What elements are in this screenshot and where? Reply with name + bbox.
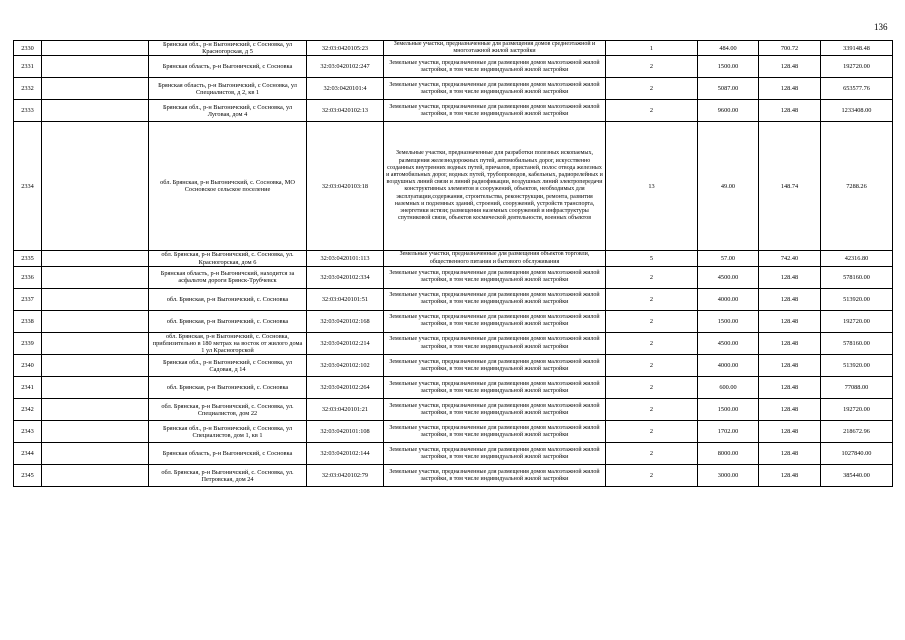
- table-row: [14, 465, 893, 487]
- empty-cell: [42, 100, 149, 122]
- kind-cell: Земельные участки, предназначенные для размещения домов малоэтажной жилой застройки, в том числе индивидуальной жилой застройки: [384, 355, 606, 377]
- count-cell: 2: [606, 78, 698, 100]
- cadastral-value-table: [13, 40, 893, 487]
- row-number: 2335: [14, 251, 42, 266]
- table-row: [14, 288, 893, 310]
- value-cell: 339148.48: [821, 41, 893, 56]
- count-cell: 1: [606, 41, 698, 56]
- value-cell: 1233408.00: [821, 100, 893, 122]
- rate-cell: 128.48: [759, 332, 821, 355]
- kind-cell: Земельные участки, предназначенные для размещения домов малоэтажной жилой застройки, в том числе индивидуальной жилой застройки: [384, 78, 606, 100]
- count-cell: 2: [606, 310, 698, 332]
- table-row: [14, 421, 893, 443]
- value-cell: 385440.00: [821, 465, 893, 487]
- rate-cell: 128.48: [759, 78, 821, 100]
- rate-cell: 128.48: [759, 56, 821, 78]
- value-cell: 513920.00: [821, 288, 893, 310]
- area-cell: 1500.00: [698, 56, 759, 78]
- address-cell: Брянская обл., р-н Выгоничский, с Сосновка, ул Специалистов, дом 1, кв 1: [149, 421, 307, 443]
- cadastral-cell: 32:03:0420102:247: [307, 56, 384, 78]
- empty-cell: [42, 443, 149, 465]
- kind-cell: Земельные участки, предназначенные для размещения объектов торговли, общественного питания и бытового обслуживания: [384, 251, 606, 266]
- kind-cell: Земельные участки, предназначенные для размещения домов малоэтажной жилой застройки, в том числе индивидуальной жилой застройки: [384, 421, 606, 443]
- row-number: 2333: [14, 100, 42, 122]
- table-row: [14, 399, 893, 421]
- rate-cell: 700.72: [759, 41, 821, 56]
- cadastral-cell: 32:03:0420103:18: [307, 122, 384, 251]
- area-cell: 4000.00: [698, 355, 759, 377]
- empty-cell: [42, 56, 149, 78]
- empty-cell: [42, 310, 149, 332]
- empty-cell: [42, 251, 149, 266]
- row-number: 2331: [14, 56, 42, 78]
- rate-cell: 128.48: [759, 100, 821, 122]
- cadastral-cell: 32:03:0420102:168: [307, 310, 384, 332]
- rate-cell: 128.48: [759, 421, 821, 443]
- table-row: [14, 41, 893, 56]
- row-number: 2341: [14, 377, 42, 399]
- row-number: 2332: [14, 78, 42, 100]
- address-cell: Брянская область, р-н Выгоничский, с Сосновка, ул Специалистов, д 2, кв 1: [149, 78, 307, 100]
- table-row: [14, 443, 893, 465]
- area-cell: 49.00: [698, 122, 759, 251]
- kind-cell: Земельные участки, предназначенные для размещения домов малоэтажной жилой застройки, в том числе индивидуальной жилой застройки: [384, 443, 606, 465]
- value-cell: 192720.00: [821, 399, 893, 421]
- empty-cell: [42, 122, 149, 251]
- value-cell: 653577.76: [821, 78, 893, 100]
- table-row: [14, 78, 893, 100]
- area-cell: 600.00: [698, 377, 759, 399]
- area-cell: 4000.00: [698, 288, 759, 310]
- count-cell: 2: [606, 355, 698, 377]
- rate-cell: 128.48: [759, 288, 821, 310]
- kind-cell: Земельные участки, предназначенные для размещения домов малоэтажной жилой застройки, в том числе индивидуальной жилой застройки: [384, 465, 606, 487]
- kind-cell: Земельные участки, предназначенные для размещения домов малоэтажной жилой застройки, в том числе индивидуальной жилой застройки: [384, 266, 606, 288]
- empty-cell: [42, 465, 149, 487]
- rate-cell: 128.48: [759, 266, 821, 288]
- cadastral-cell: 32:03:0420102:13: [307, 100, 384, 122]
- empty-cell: [42, 78, 149, 100]
- area-cell: 5087.00: [698, 78, 759, 100]
- table-row: [14, 56, 893, 78]
- row-number: 2330: [14, 41, 42, 56]
- cadastral-cell: 32:03:0420101:113: [307, 251, 384, 266]
- row-number: 2340: [14, 355, 42, 377]
- kind-cell: Земельные участки, предназначенные для размещения домов малоэтажной жилой застройки, в том числе индивидуальной жилой застройки: [384, 399, 606, 421]
- empty-cell: [42, 377, 149, 399]
- cadastral-cell: 32:03:0420101:4: [307, 78, 384, 100]
- rate-cell: 128.48: [759, 443, 821, 465]
- empty-cell: [42, 332, 149, 355]
- empty-cell: [42, 41, 149, 56]
- kind-cell: Земельные участки, предназначенные для размещения домов малоэтажной жилой застройки, в том числе индивидуальной жилой застройки: [384, 288, 606, 310]
- table-row: [14, 251, 893, 266]
- table-row: [14, 122, 893, 251]
- empty-cell: [42, 421, 149, 443]
- cadastral-cell: 32:03:0420102:79: [307, 465, 384, 487]
- cadastral-cell: 32:03:0420101:21: [307, 399, 384, 421]
- cadastral-cell: 32:03:0420101:108: [307, 421, 384, 443]
- empty-cell: [42, 266, 149, 288]
- rate-cell: 148.74: [759, 122, 821, 251]
- empty-cell: [42, 288, 149, 310]
- area-cell: 1702.00: [698, 421, 759, 443]
- value-cell: 77088.00: [821, 377, 893, 399]
- address-cell: Брянская область, р-н Выгоничский, с Сосновка: [149, 56, 307, 78]
- cadastral-cell: 32:03:0420101:51: [307, 288, 384, 310]
- value-cell: 192720.00: [821, 310, 893, 332]
- table-row: [14, 310, 893, 332]
- area-cell: 3000.00: [698, 465, 759, 487]
- kind-cell: Земельные участки, предназначенные для размещения домов малоэтажной жилой застройки, в том числе индивидуальной жилой застройки: [384, 100, 606, 122]
- value-cell: 578160.00: [821, 266, 893, 288]
- kind-cell: Земельные участки, предназначенные для размещения домов малоэтажной жилой застройки, в том числе индивидуальной жилой застройки: [384, 56, 606, 78]
- rate-cell: 128.48: [759, 399, 821, 421]
- count-cell: 2: [606, 399, 698, 421]
- table-row: [14, 266, 893, 288]
- address-cell: обл. Брянская, р-н Выгоничский, с. Сосновка, ул. Петровская, дом 24: [149, 465, 307, 487]
- count-cell: 2: [606, 332, 698, 355]
- table-row: [14, 355, 893, 377]
- table-row: [14, 100, 893, 122]
- address-cell: обл. Брянская, р-н Выгоничский, с. Сосновка, ул. Красногорская, дом 6: [149, 251, 307, 266]
- address-cell: обл. Брянская, р-н Выгоничский, с. Сосновка: [149, 377, 307, 399]
- value-cell: 42316.80: [821, 251, 893, 266]
- value-cell: 218672.96: [821, 421, 893, 443]
- cadastral-cell: 32:03:0420102:214: [307, 332, 384, 355]
- address-cell: Брянская обл., р-н Выгоничский, с Сосновка, ул Луговая, дом 4: [149, 100, 307, 122]
- cadastral-cell: 32:03:0420105:23: [307, 41, 384, 56]
- count-cell: 2: [606, 421, 698, 443]
- address-cell: Брянская обл., р-н Выгоничский, с Сосновка, ул Садовая, д 14: [149, 355, 307, 377]
- empty-cell: [42, 399, 149, 421]
- count-cell: 2: [606, 288, 698, 310]
- cadastral-cell: 32:03:0420102:264: [307, 377, 384, 399]
- rate-cell: 128.48: [759, 377, 821, 399]
- address-cell: обл. Брянская, р-н Выгоничский, с. Сосновка, приблизительно в 180 метрах на восток от жилого дома 1 ул Красногорской: [149, 332, 307, 355]
- row-number: 2342: [14, 399, 42, 421]
- row-number: 2337: [14, 288, 42, 310]
- row-number: 2345: [14, 465, 42, 487]
- kind-cell: Земельные участки, предназначенные для разработки полезных ископаемых, размещения железнодорожных путей, автомобильных дорог, искусственно созданных внутренних водных путей, причалов, пристаней, полос отвода железных и автомобильных дорог, водных путей, трубопроводов, кабельных, радиорелейных и воздушных линий связи и линий радиофикации, воздушных линий электропередачи конструктивных элементов и сооружений, объектов, необходимых для эксплуатации,содержания, строительства, реконструкции, ремонта, развития наземных и подземных зданий, строений, сооружений, устройств транспорта, энергетики истязи; размещения наземных сооружений и инфраструктуры спутниковой связи, объектов космической деятельности, военных объектов: [384, 122, 606, 251]
- area-cell: 1500.00: [698, 399, 759, 421]
- cadastral-cell: 32:03:0420102:144: [307, 443, 384, 465]
- address-cell: Брянская область, р-н Выгоничский, с Сосновка: [149, 443, 307, 465]
- rate-cell: 128.48: [759, 310, 821, 332]
- address-cell: обл. Брянская, р-н Выгоничский, с. Сосновка, ул. Специалистов, дом 22: [149, 399, 307, 421]
- row-number: 2336: [14, 266, 42, 288]
- count-cell: 2: [606, 266, 698, 288]
- cadastral-cell: 32:03:0420102:334: [307, 266, 384, 288]
- area-cell: 4500.00: [698, 266, 759, 288]
- value-cell: 513920.00: [821, 355, 893, 377]
- rate-cell: 742.40: [759, 251, 821, 266]
- value-cell: 578160.00: [821, 332, 893, 355]
- row-number: 2339: [14, 332, 42, 355]
- count-cell: 2: [606, 56, 698, 78]
- address-cell: обл. Брянская, р-н Выгоничский, с. Сосновка: [149, 288, 307, 310]
- count-cell: 2: [606, 465, 698, 487]
- kind-cell: Земельные участки, предназначенные для размещения домов малоэтажной жилой застройки, в том числе индивидуальной жилой застройки: [384, 310, 606, 332]
- row-number: 2338: [14, 310, 42, 332]
- value-cell: 7288.26: [821, 122, 893, 251]
- address-cell: Брянская область, р-н Выгоничский, находится за асфальтом дороги Брянск-Трубчевск: [149, 266, 307, 288]
- table-row: [14, 332, 893, 355]
- row-number: 2334: [14, 122, 42, 251]
- area-cell: 4500.00: [698, 332, 759, 355]
- address-cell: обл. Брянская, р-н Выгоничский, с. Сосновка, МО Сосновское сельское поселение: [149, 122, 307, 251]
- area-cell: 484.00: [698, 41, 759, 56]
- area-cell: 8000.00: [698, 443, 759, 465]
- kind-cell: Земельные участки, предназначенные для размещения домов среднеэтажной и многоэтажной жилой застройки: [384, 41, 606, 56]
- kind-cell: Земельные участки, предназначенные для размещения домов малоэтажной жилой застройки, в том числе индивидуальной жилой застройки: [384, 332, 606, 355]
- address-cell: Брянская обл., р-н Выгоничский, с Сосновка, ул Красногорская, д 5: [149, 41, 307, 56]
- area-cell: 1500.00: [698, 310, 759, 332]
- area-cell: 57.00: [698, 251, 759, 266]
- value-cell: 192720.00: [821, 56, 893, 78]
- cadastral-cell: 32:03:0420102:102: [307, 355, 384, 377]
- address-cell: обл. Брянская, р-н Выгоничский, с. Сосновка: [149, 310, 307, 332]
- count-cell: 2: [606, 100, 698, 122]
- kind-cell: Земельные участки, предназначенные для размещения домов малоэтажной жилой застройки, в том числе индивидуальной жилой застройки: [384, 377, 606, 399]
- rate-cell: 128.48: [759, 465, 821, 487]
- count-cell: 2: [606, 377, 698, 399]
- rate-cell: 128.48: [759, 355, 821, 377]
- value-cell: 1027840.00: [821, 443, 893, 465]
- empty-cell: [42, 355, 149, 377]
- row-number: 2343: [14, 421, 42, 443]
- count-cell: 5: [606, 251, 698, 266]
- count-cell: 13: [606, 122, 698, 251]
- row-number: 2344: [14, 443, 42, 465]
- count-cell: 2: [606, 443, 698, 465]
- page-number: 136: [874, 22, 888, 32]
- area-cell: 9600.00: [698, 100, 759, 122]
- table-row: [14, 377, 893, 399]
